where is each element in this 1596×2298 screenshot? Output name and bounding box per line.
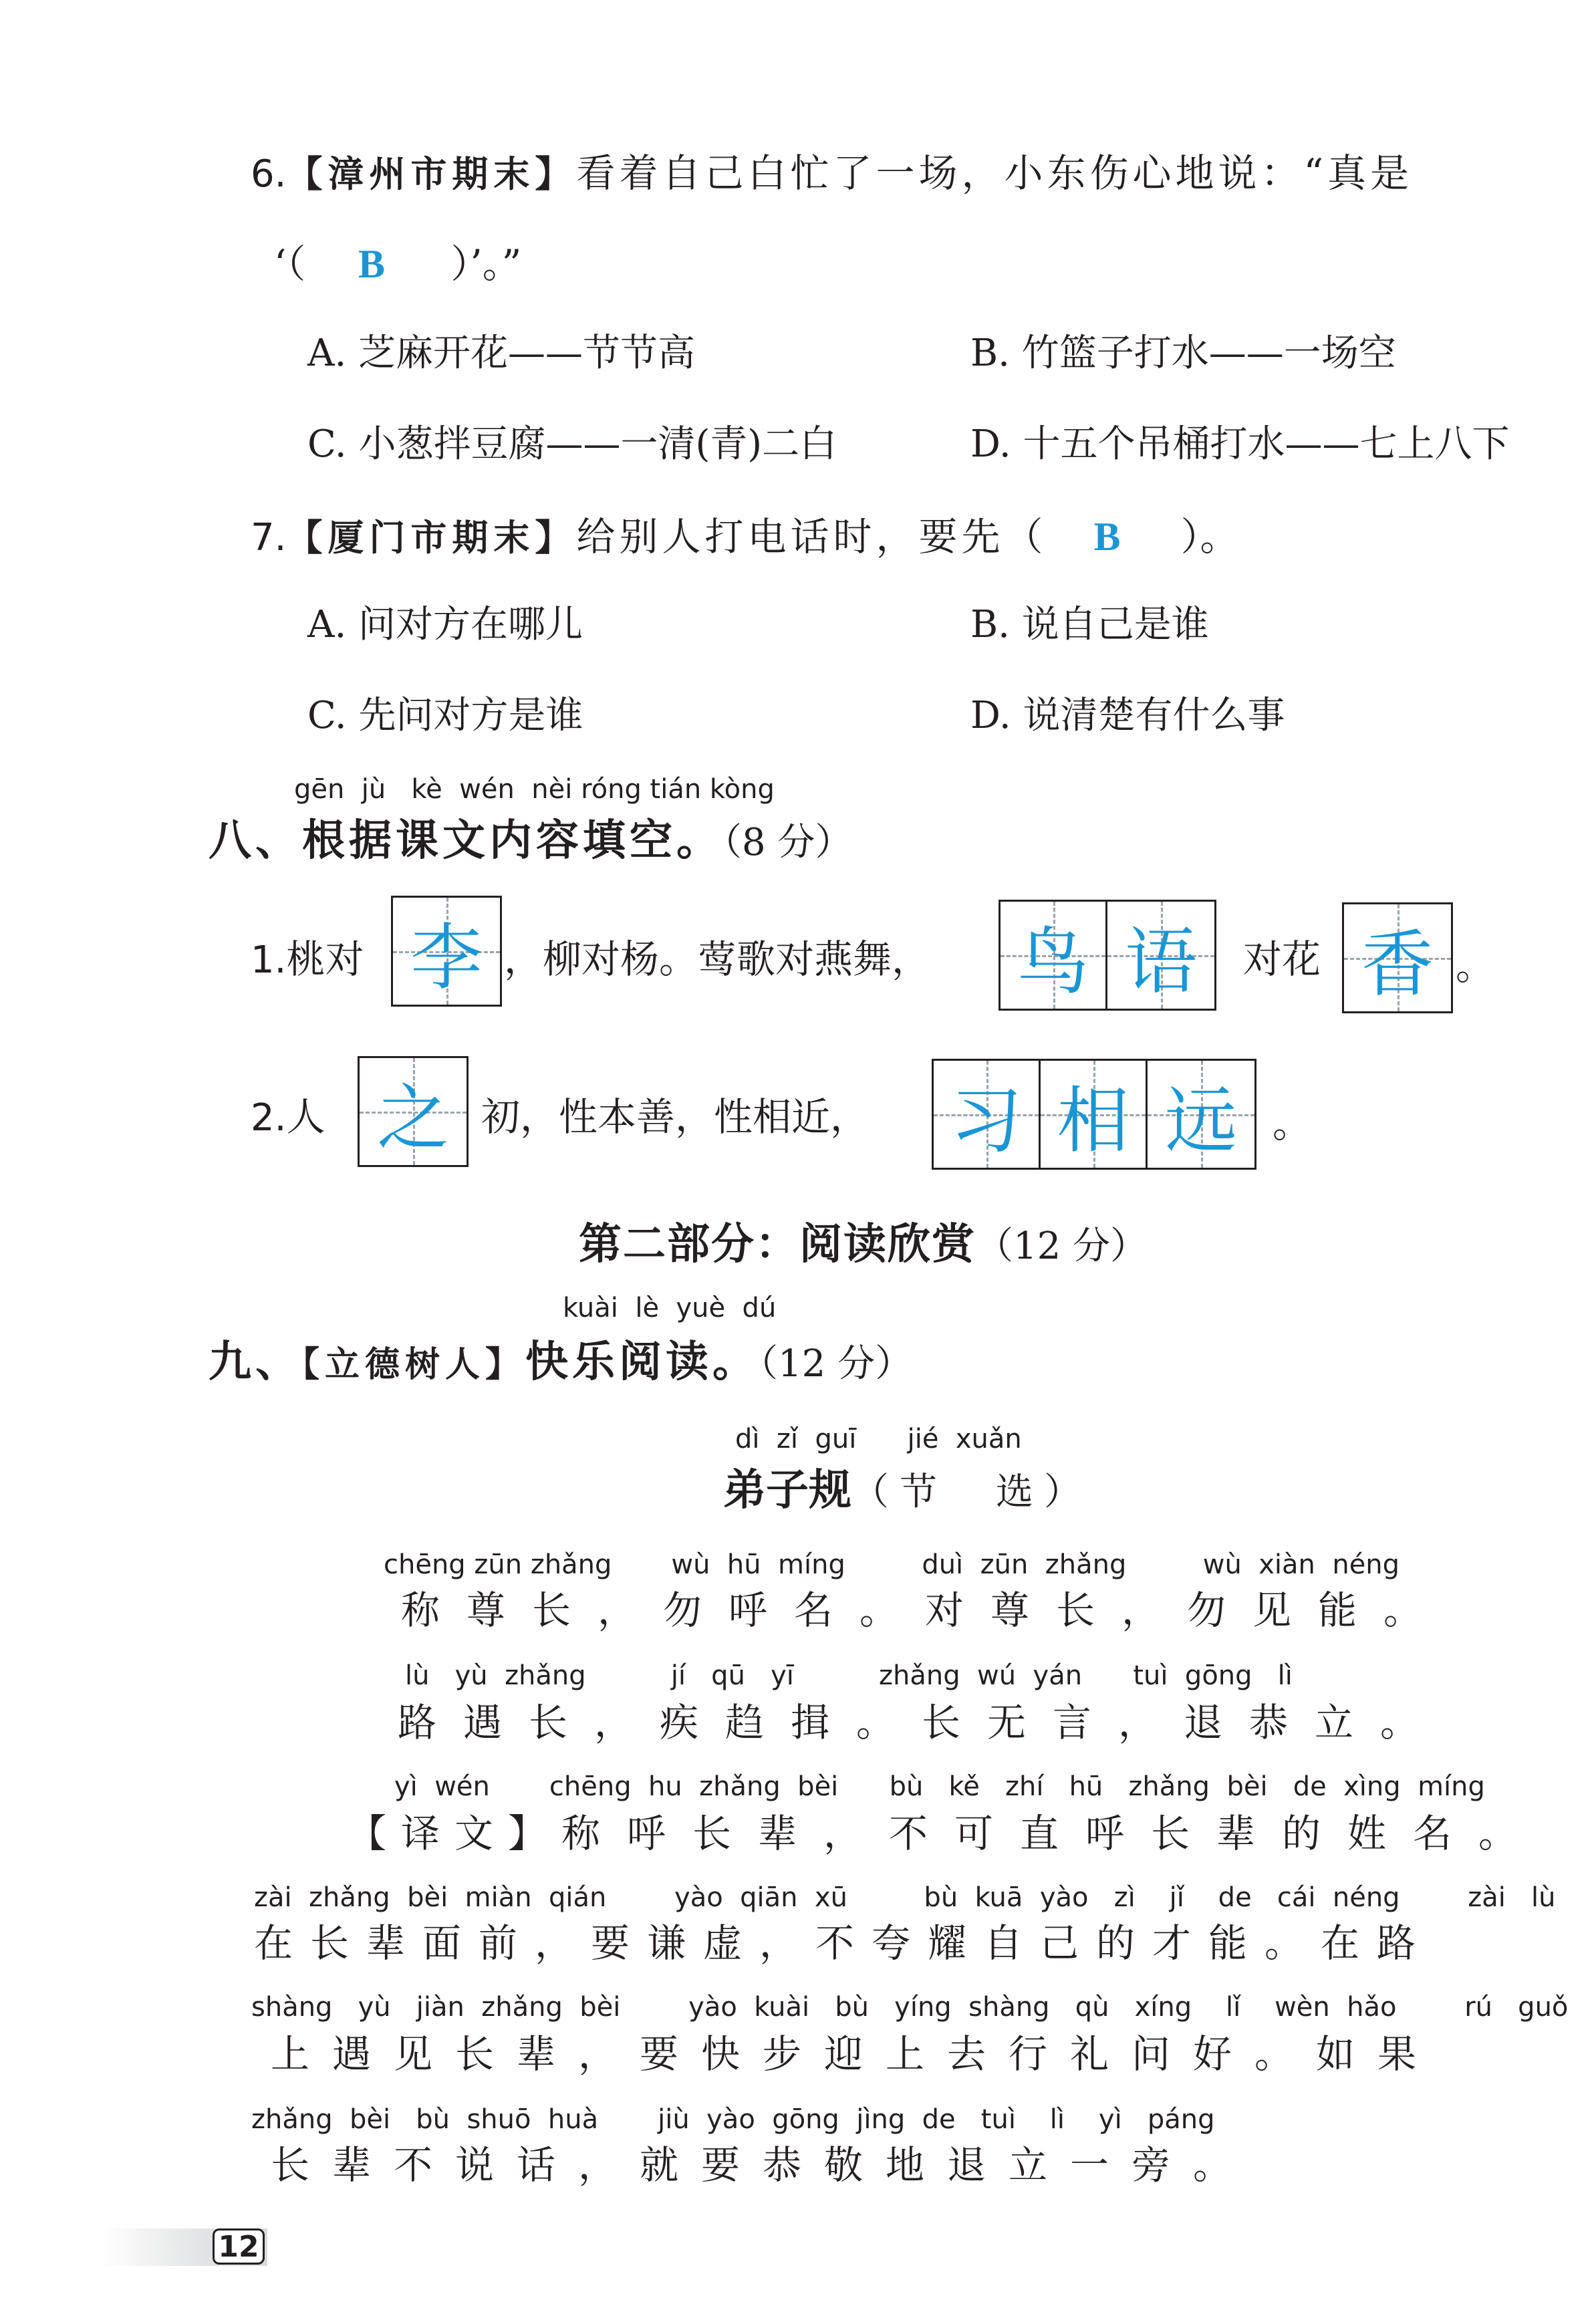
grid-cell: [1148, 1061, 1254, 1168]
answer-char: 李: [410, 916, 483, 1000]
answer-char: 相: [1057, 1079, 1129, 1163]
item-text: 桃对: [286, 936, 364, 982]
fill-item-2-text: 初，性本善，性相近，: [481, 1094, 870, 1140]
answer-b: B: [1093, 515, 1121, 559]
answer-char: 远: [1164, 1079, 1237, 1163]
grid-cell: [934, 1061, 1041, 1168]
section-9-score: （12 分）: [759, 1342, 913, 1386]
quote-close: ）’。”: [450, 241, 522, 287]
grid-cell: [1001, 902, 1107, 1009]
question-6-stem-line2: [274, 233, 521, 289]
section-8-score: （8 分）: [723, 821, 853, 864]
option-c: C. 先问对方是谁: [307, 694, 583, 737]
option-a: A. 芝麻开花——节节高: [307, 332, 696, 375]
question-source: 【厦门市期末】: [286, 517, 577, 559]
question-source: 【漳州市期末】: [286, 153, 577, 195]
grid-cell: [1107, 902, 1214, 1009]
answer-grid-3: [1342, 902, 1453, 1013]
option-c: C. 小葱拌豆腐——一清(青)二白: [307, 422, 837, 466]
translation-line-2: 在长辈面前，要谦虚，不夸耀自己的才能。在路: [254, 1920, 1434, 1966]
section-8-heading: [209, 806, 852, 868]
translation-line-4: 长辈不说话，就要恭敬地退立一旁。: [271, 2142, 1255, 2188]
poem-subtitle: （节 选）: [851, 1471, 1092, 1514]
section-9-tag: 【立德树人】: [302, 1345, 526, 1385]
answer-char: 语: [1124, 920, 1197, 1004]
section-8-title: 八、根据课文内容填空。: [209, 816, 723, 866]
question-number: 6.: [251, 152, 287, 196]
fill-item-1-num: [251, 928, 364, 984]
grid-cell: [1344, 904, 1451, 1011]
fill-item-1-text: ，柳对杨。莺歌对燕舞，: [504, 936, 931, 982]
translation-label: 【译文】: [348, 1811, 562, 1856]
section-9-title: 快乐阅读。: [525, 1337, 760, 1387]
translation-line-1: 称呼长辈，不可直呼长辈的姓名。: [561, 1811, 1545, 1856]
grid-cell: [360, 1058, 467, 1165]
section-9-pinyin: kuài lè yuè dú: [563, 1293, 777, 1323]
translation-line-1-pinyin: yì wén chēng hu zhǎng bèi bù kě zhí hū zhǎng bèi de xìng míng: [394, 1771, 1485, 1802]
item-number: 2.: [251, 1096, 287, 1140]
question-text: 给别人打电话时，要先（: [576, 514, 1047, 559]
section-9-heading: [209, 1327, 912, 1389]
grid-cell: [1041, 1061, 1148, 1168]
question-text: 看着自己白忙了一场，小东伤心地说：“真是: [576, 150, 1414, 196]
question-7-stem: [251, 505, 1239, 561]
section-9-prefix: 九、: [209, 1337, 302, 1387]
answer-char: 习: [950, 1079, 1023, 1163]
answer-char: 香: [1361, 922, 1434, 1007]
fill-item-2-num: [251, 1086, 325, 1142]
option-d: D. 说清楚有什么事: [970, 694, 1285, 737]
poem-line-2: 路遇长，疾趋揖。长无言，退恭立。: [398, 1700, 1446, 1745]
part-2-score: （12 分）: [976, 1225, 1148, 1268]
poem-line-2-pinyin: lù yù zhǎng jí qū yī zhǎng wú yán tuì gōng lì: [405, 1660, 1293, 1691]
answer-b: B: [358, 242, 385, 286]
fill-item-1-text2: 对花: [1243, 936, 1321, 982]
part-2-title: 第二部分：阅读欣赏: [579, 1220, 976, 1269]
question-6-stem: [251, 142, 1413, 198]
question-number: 7.: [251, 516, 287, 559]
fill-item-2-end: 。: [1273, 1101, 1312, 1146]
section-8-pinyin: gēn jù kè wén nèi róng tián kòng: [294, 774, 775, 805]
poem-title: 弟子规: [723, 1466, 851, 1515]
poem-title-row: [723, 1456, 1092, 1517]
answer-grid-4: [358, 1056, 469, 1167]
translation-line-4-pinyin: zhǎng bèi bù shuō huà jiù yào gōng jìng de tuì lì yì páng: [251, 2104, 1215, 2135]
page-number: 12: [213, 2228, 265, 2265]
answer-char: 之: [376, 1076, 449, 1160]
translation-line-3: 上遇见长辈，要快步迎上去行礼问好。如果: [271, 2031, 1440, 2077]
quote-open: ‘（: [274, 241, 306, 287]
option-a: A. 问对方在哪儿: [307, 603, 583, 646]
poem-title-pinyin: dì zǐ guī jié xuǎn: [735, 1424, 1022, 1454]
option-b: B. 竹篮子打水——一场空: [970, 332, 1396, 375]
part-2-heading: [579, 1210, 1148, 1271]
answer-grid-5: [932, 1059, 1256, 1170]
answer-char: 鸟: [1017, 920, 1089, 1004]
translation-line-2-pinyin: zài zhǎng bèi miàn qián yào qiān xū bù kuā yào zì jǐ de cái néng zài lù: [254, 1882, 1556, 1913]
answer-grid-1: [391, 896, 502, 1007]
grid-cell: [393, 898, 500, 1005]
item-text: 人: [286, 1094, 325, 1140]
option-d: D. 十五个吊桶打水——七上八下: [970, 422, 1510, 466]
translation-line-3-pinyin: shàng yù jiàn zhǎng bèi yào kuài bù yíng shàng qù xíng lǐ wèn hǎo rú guǒ: [251, 1992, 1569, 2023]
translation-line-1-row: [348, 1802, 1544, 1858]
answer-grid-2: [999, 900, 1216, 1011]
poem-line-1-pinyin: chēng zūn zhǎng wù hū míng duì zūn zhǎng wù xiàn néng: [384, 1549, 1400, 1580]
poem-line-1: 称尊长，勿呼名。对尊长，勿见能。: [401, 1587, 1450, 1633]
option-b: B. 说自己是谁: [970, 603, 1209, 646]
question-end: ）。: [1180, 514, 1239, 559]
fill-item-1-end: 。: [1456, 943, 1495, 989]
item-number: 1.: [251, 938, 287, 982]
